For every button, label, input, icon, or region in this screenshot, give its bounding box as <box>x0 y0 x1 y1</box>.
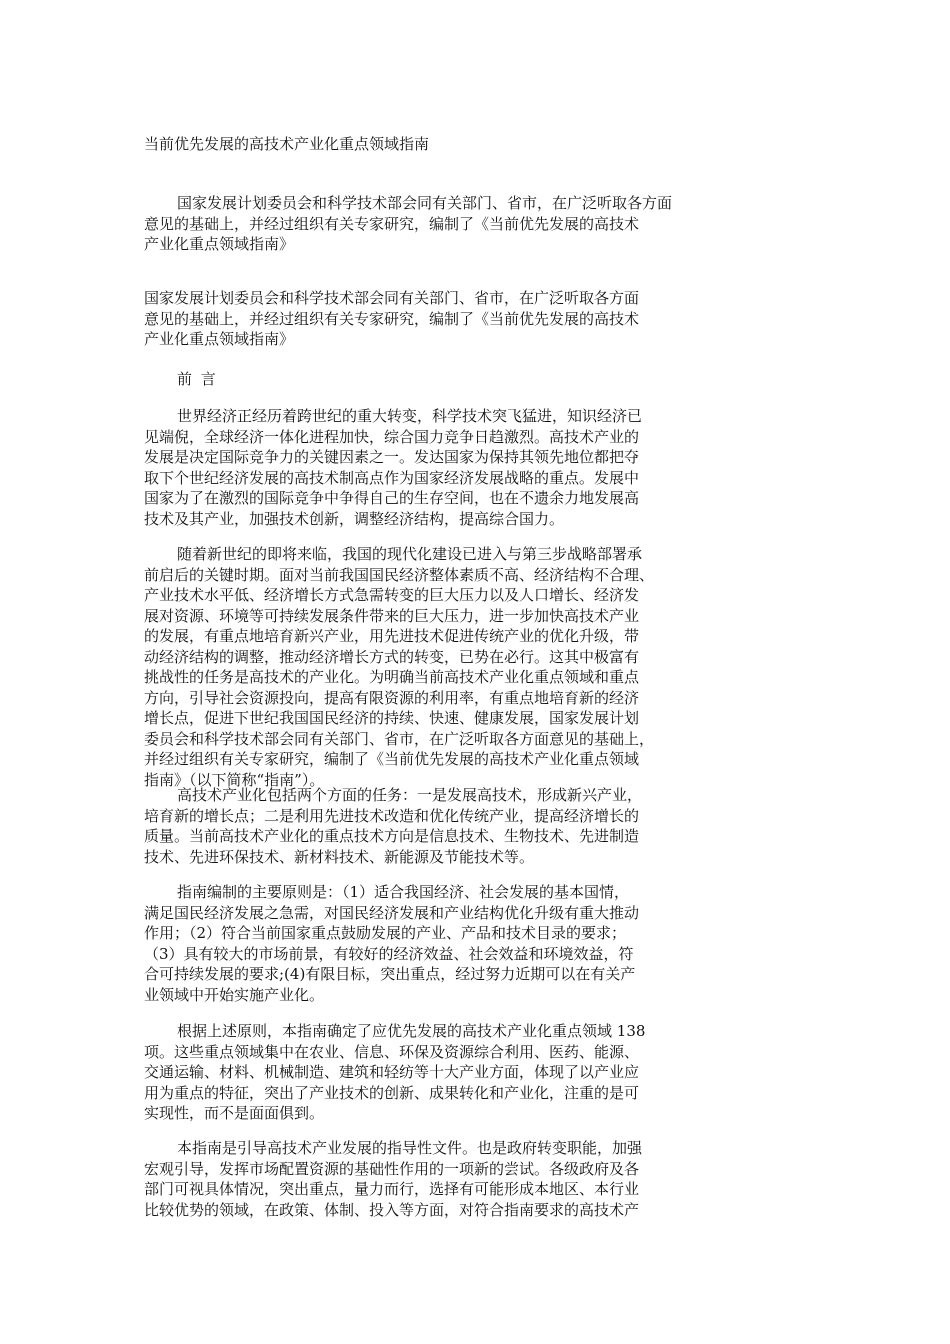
paragraph-line: 产业化重点领域指南》 <box>144 235 295 253</box>
paragraph-line: 指南》（以下简称“指南”）。 <box>144 770 325 789</box>
paragraph-line: 取下个世纪经济发展的高技术制高点作为国家经济发展战略的重点。发展中 <box>144 468 640 487</box>
paragraph-line: 的发展，有重点地培育新兴产业，用先进技术促进传统产业的优化升级，带 <box>144 627 640 645</box>
paragraph-line: 意见的基础上，并经过组织有关专家研究，编制了《当前优先发展的高技术 <box>144 309 640 328</box>
paragraph-line: 展对资源、环境等可持续发展条件带来的巨大压力，进一步加快高技术产业 <box>144 606 640 625</box>
intro-paragraph-indented <box>144 193 672 255</box>
paragraph-line: 委员会和科学技术部会同有关部门、省市，在广泛听取各方面意见的基础上， <box>144 729 655 748</box>
paragraph-line: 前启后的关键时期。面对当前我国国民经济整体素质不高、经济结构不合理、 <box>144 565 655 584</box>
paragraph-line: 随着新世纪的即将来临，我国的现代化建设已进入与第三步战略部署承 <box>177 545 643 563</box>
paragraph-line: （3）具有较大的市场前景，有较好的经济效益、社会效益和环境效益，符 <box>144 944 634 963</box>
paragraph-line: 增长点，促进下世纪我国国民经济的持续、快速、健康发展，国家发展计划 <box>144 709 640 727</box>
paragraph-line: 意见的基础上，并经过组织有关专家研究，编制了《当前优先发展的高技术 <box>144 214 640 233</box>
paragraph-line: 满足国民经济发展之急需，对国民经济发展和产业结构优化升级有重大推动 <box>144 903 640 922</box>
paragraph-line: 质量。当前高技术产业化的重点技术方向是信息技术、生物技术、先进制造 <box>144 827 640 845</box>
paragraph-line: 交通运输、材料、机械制造、建筑和轻纺等十大产业方面，体现了以产业应 <box>144 1063 640 1081</box>
paragraph-line: 技术及其产业，加强技术创新，调整经济结构，提高综合国力。 <box>144 509 565 528</box>
paragraph-line: 根据上述原则，本指南确定了应优先发展的高技术产业化重点领域 138 <box>177 1022 646 1040</box>
paragraph-line: 方向，引导社会资源投向，提高有限资源的利用率，有重点地培育新的经济 <box>144 688 640 707</box>
paragraph-line: 宏观引导，发挥市场配置资源的基础性作用的一项新的尝试。各级政府及各 <box>144 1159 640 1178</box>
paragraph-line: 实现性，而不是面面俱到。 <box>144 1104 325 1122</box>
paragraph-line: 部门可视具体情况，突出重点，量力而行，选择有可能形成本地区、本行业 <box>144 1180 640 1198</box>
paragraph-line: 培育新的增长点；二是利用先进技术改造和优化传统产业，提高经济增长的 <box>144 806 640 825</box>
paragraph-line: 动经济结构的调整，推动经济增长方式的转变，已势在必行。这其中极富有 <box>144 647 640 666</box>
document-title: 当前优先发展的高技术产业化重点领域指南 <box>144 135 430 153</box>
paragraph-1 <box>144 406 642 529</box>
paragraph-4 <box>144 882 639 1005</box>
paragraph-line: 国家发展计划委员会和科学技术部会同有关部门、省市，在广泛听取各方面 <box>144 289 640 307</box>
paragraph-line: 合可持续发展的要求;(4)有限目标，突出重点，经过努力近期可以在有关产 <box>144 965 636 983</box>
paragraph-line: 作用；（2）符合当前国家重点鼓励发展的产业、产品和技术目录的要求； <box>144 924 627 942</box>
paragraph-line: 业领域中开始实施产业化。 <box>144 985 325 1004</box>
paragraph-line: 项。这些重点领域集中在农业、信息、环保及资源综合利用、医药、能源、 <box>144 1042 640 1061</box>
paragraph-line: 国家发展计划委员会和科学技术部会同有关部门、省市，在广泛听取各方面 <box>177 194 673 212</box>
paragraph-line: 产业化重点领域指南》 <box>144 330 295 348</box>
paragraph-6 <box>144 1138 642 1220</box>
preface-heading: 前 言 <box>177 370 218 388</box>
paragraph-line: 比较优势的领域，在政策、体制、投入等方面，对符合指南要求的高技术产 <box>144 1200 640 1219</box>
paragraph-3 <box>144 785 642 867</box>
intro-paragraph-plain <box>144 288 639 350</box>
paragraph-line: 用为重点的特征，突出了产业技术的创新、成果转化和产业化，注重的是可 <box>144 1083 640 1102</box>
paragraph-5 <box>144 1021 645 1124</box>
paragraph-line: 发展是决定国际竞争力的关键因素之一。发达国家为保持其领先地位都把夺 <box>144 448 640 466</box>
paragraph-line: 产业技术水平低、经济增长方式急需转变的巨大压力以及人口增长、经济发 <box>144 586 640 604</box>
paragraph-line: 挑战性的任务是高技术的产业化。为明确当前高技术产业化重点领域和重点 <box>144 668 640 686</box>
paragraph-line: 高技术产业化包括两个方面的任务：一是发展高技术，形成新兴产业， <box>177 786 643 804</box>
paragraph-line: 见端倪，全球经济一体化进程加快，综合国力竞争日趋激烈。高技术产业的 <box>144 427 640 446</box>
paragraph-line: 并经过组织有关专家研究，编制了《当前优先发展的高技术产业化重点领域 <box>144 750 640 768</box>
paragraph-line: 技术、先进环保技术、新材料技术、新能源及节能技术等。 <box>144 847 535 866</box>
paragraph-2 <box>144 544 654 790</box>
paragraph-line: 本指南是引导高技术产业发展的指导性文件。也是政府转变职能，加强 <box>177 1139 643 1157</box>
paragraph-line: 世界经济正经历着跨世纪的重大转变，科学技术突飞猛进，知识经济已 <box>177 407 643 425</box>
paragraph-line: 指南编制的主要原则是：（1）适合我国经济、社会发展的基本国情， <box>177 883 630 901</box>
paragraph-line: 国家为了在激烈的国际竞争中争得自己的生存空间，也在不遗余力地发展高 <box>144 489 640 507</box>
